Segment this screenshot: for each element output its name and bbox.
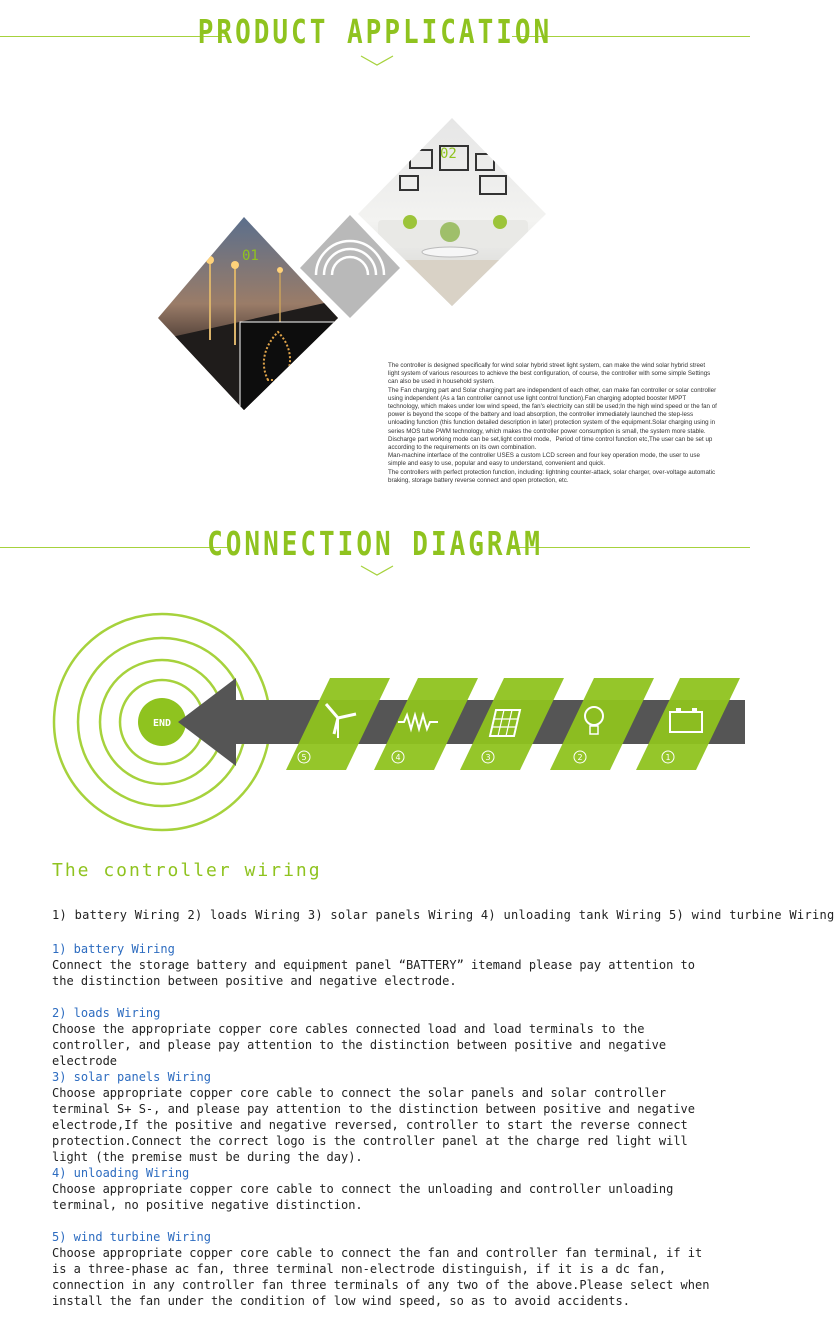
wiring-item-battery xyxy=(52,941,722,989)
collage-label-02: 02 xyxy=(440,146,457,162)
step-number: 3 xyxy=(485,753,491,762)
description-para: The controller is designed specifically for wind solar hybrid street light system, can make the wind solar hybrid street light system of various resources to achieve the best configuration, of course, the controller with some simple Settings can also be used in household system. xyxy=(388,362,711,386)
step-number: 1 xyxy=(665,753,671,762)
description-para: The controllers with perfect protection function, including: lightning counter-attack, solar charger, over-voltage automatic braking, storage battery reverse connect and open protection, etc. xyxy=(388,468,716,484)
wiring-summary: 1) battery Wiring 2) loads Wiring 3) solar panels Wiring 4) unloading tank Wiring 5) wind turbine Wiring xyxy=(52,908,835,922)
wiring-item-body: Choose appropriate copper core cable to connect the fan and controller fan terminal, if it is a three-phase ac fan, three terminal non-electrode distinguish, if it is a dc fan, connection in any controller fan three terminals of any two of the above.Please select when install the fan under the condition of low wind speed, so as to avoid accidents. xyxy=(52,1246,710,1308)
chevron-down-icon xyxy=(360,54,394,68)
street-light-photo xyxy=(158,217,340,412)
wiring-item-wind-turbine xyxy=(52,1229,722,1309)
wiring-item-heading: 5) wind turbine Wiring xyxy=(52,1230,211,1244)
section-title: CONNECTION DIAGRAM xyxy=(207,526,543,564)
description-para: Man-machine interface of the controller USES a custom LCD screen and four key operation mode, the user to use simple and easy to use, popular and easy to understand, convenient and quick. xyxy=(388,452,700,468)
wiring-item-body: Connect the storage battery and equipment panel “BATTERY” itemand please pay attention to the distinction between positive and negative electrode. xyxy=(52,958,695,988)
description-para: The Fan charging part and Solar charging part are independent of each other, can make fan controller or solar controller using independent (As a fan controller cannot use light control function).Fan charging adopted booster MPPT technology, which makes under low wind speed, the fan's electricity can still be used;In the high wind speed or the fan of power is beyond the scope of the battery and load absorption, the controller immediately launched the step-less unloading function (this function detailed description in later) protection system of the equipment.Solar charging using in series MOS tube PWM technology, which makes the controller power consumption is small, the system more stable. xyxy=(388,386,717,435)
household-photo xyxy=(358,118,558,310)
wiring-item-heading: 1) battery Wiring xyxy=(52,942,175,956)
wiring-item-body: Choose the appropriate copper core cables connected load and load terminals to the controller, and please pay attention to the distinction between positive and negative electrode xyxy=(52,1022,667,1068)
end-label: END xyxy=(152,718,172,729)
wiring-item-heading: 4) unloading Wiring xyxy=(52,1166,190,1180)
wiring-item-body: Choose appropriate copper core cable to connect the unloading and controller unloading terminal, no positive negative distinction. xyxy=(52,1182,674,1212)
chevron-down-icon xyxy=(360,564,394,578)
wiring-item-solar xyxy=(52,1069,722,1165)
wiring-item-loads xyxy=(52,1005,722,1069)
wiring-item-unloading xyxy=(52,1165,722,1213)
wiring-item-heading: 2) loads Wiring xyxy=(52,1006,161,1020)
product-application-header xyxy=(0,14,750,78)
section-title: PRODUCT APPLICATION xyxy=(197,14,553,52)
wiring-item-body: Choose appropriate copper core cable to connect the solar panels and solar controller terminal S+ S-, and please pay attention to the distinction between positive and negative electrode,If the positive and negative reversed, controller to start the reverse connect protection.Connect the correct logo is the controller panel at the charge red light will light (the premise must be during the day). xyxy=(52,1086,695,1164)
wiring-item-heading: 3) solar panels Wiring xyxy=(52,1070,211,1084)
description-para: Discharge part working mode can be set,light control mode、Period of time control function etc,The user can be set up according to the requirements on its own combination. xyxy=(388,435,713,452)
product-description xyxy=(388,362,718,485)
step-number: 5 xyxy=(301,753,307,762)
step-number: 2 xyxy=(577,753,583,762)
connection-diagram xyxy=(0,600,750,850)
connection-diagram-header xyxy=(0,526,750,590)
wiring-title: The controller wiring xyxy=(52,860,322,881)
collage-label-01: 01 xyxy=(242,248,259,264)
step-number: 4 xyxy=(395,753,401,762)
